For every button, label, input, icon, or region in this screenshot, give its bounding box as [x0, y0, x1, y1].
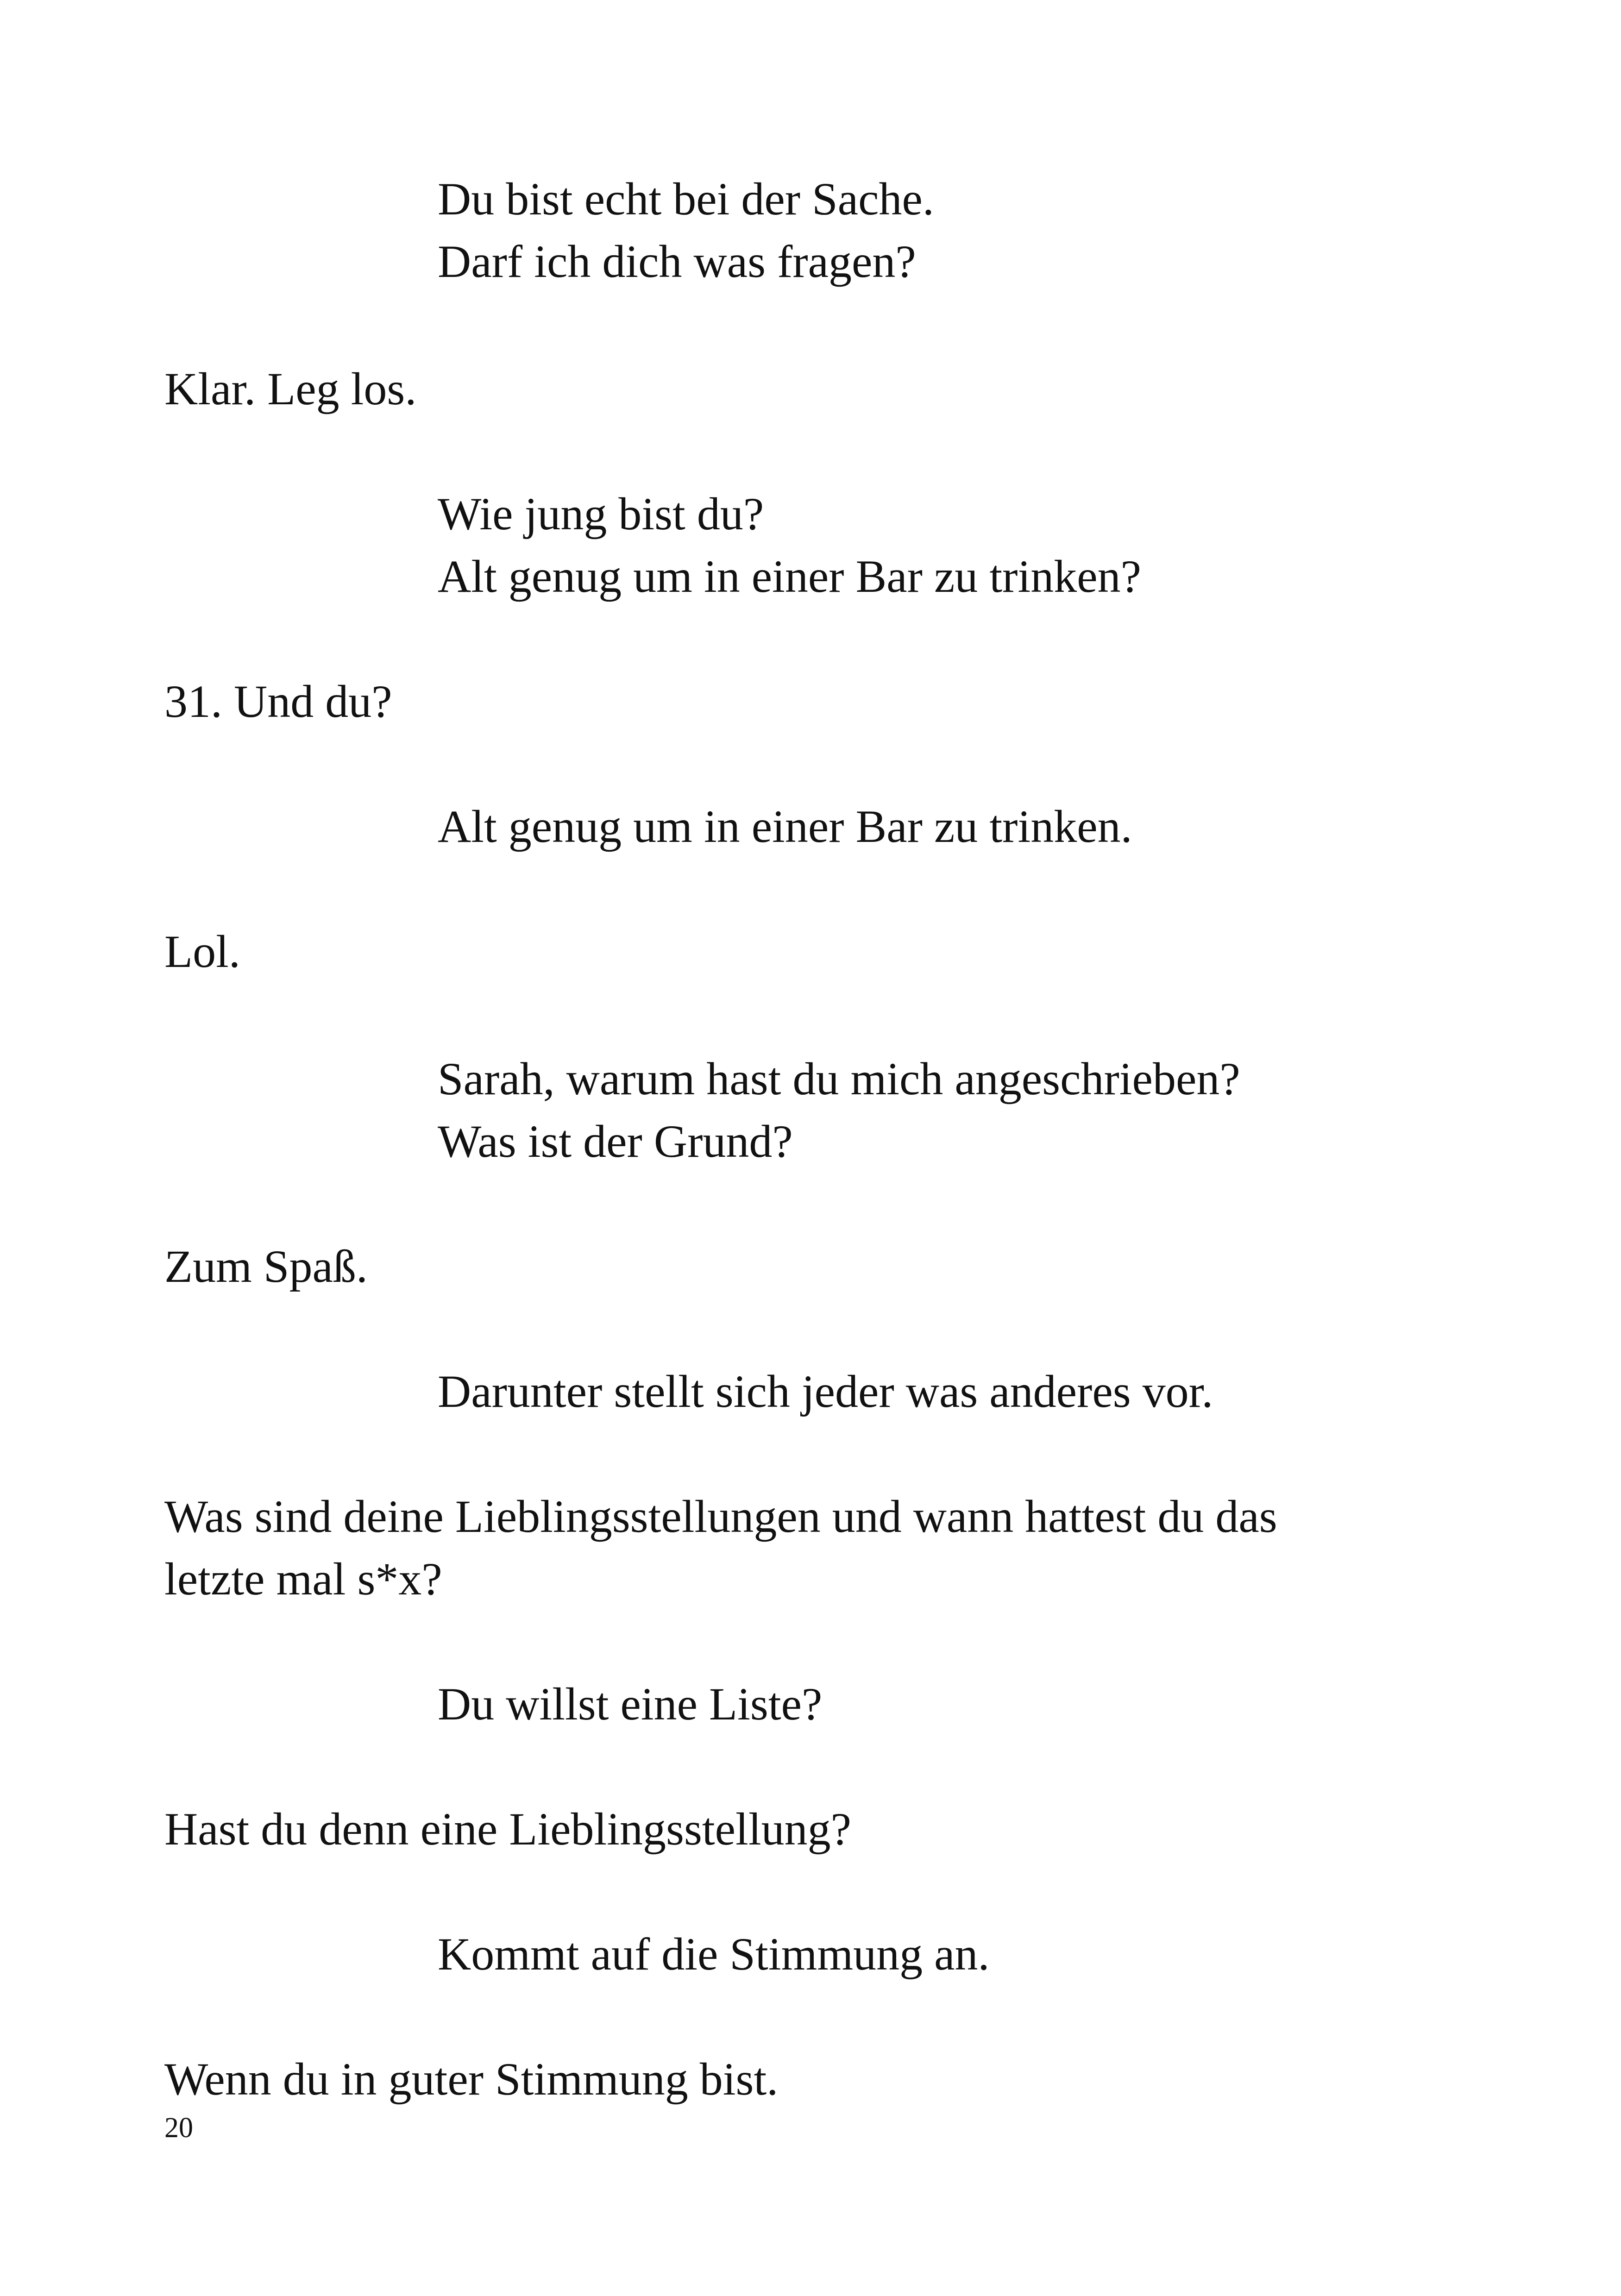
page-number: 20 — [164, 2112, 193, 2144]
message-line: Kommt auf die Stimmung an. — [438, 1928, 990, 1980]
message-line: Du bist echt bei der Sache. — [438, 173, 934, 225]
message-line: Sarah, warum hast du mich angeschrieben? — [438, 1053, 1240, 1104]
message-line: letzte mal s*x? — [164, 1553, 442, 1605]
message-line: Wie jung bist du? — [438, 488, 764, 539]
message-line: Alt genug um in einer Bar zu trinken? — [438, 551, 1141, 602]
message-line: 31. Und du? — [164, 676, 392, 727]
message-line: Darf ich dich was fragen? — [438, 236, 916, 287]
message-line: Was ist der Grund? — [438, 1116, 793, 1167]
message-line: Alt genug um in einer Bar zu trinken. — [438, 801, 1132, 852]
message-line: Du willst eine Liste? — [438, 1678, 823, 1730]
message-line: Klar. Leg los. — [164, 363, 417, 414]
message-line: Was sind deine Lieblingsstellungen und wann hattest du das — [164, 1491, 1277, 1542]
message-line: Hast du denn eine Lieblingsstellung? — [164, 1803, 852, 1855]
message-line: Zum Spaß. — [164, 1241, 368, 1292]
message-line: Darunter stellt sich jeder was anderes vor. — [438, 1366, 1213, 1417]
message-line: Wenn du in guter Stimmung bist. — [164, 2053, 779, 2105]
message-line: Lol. — [164, 926, 240, 977]
